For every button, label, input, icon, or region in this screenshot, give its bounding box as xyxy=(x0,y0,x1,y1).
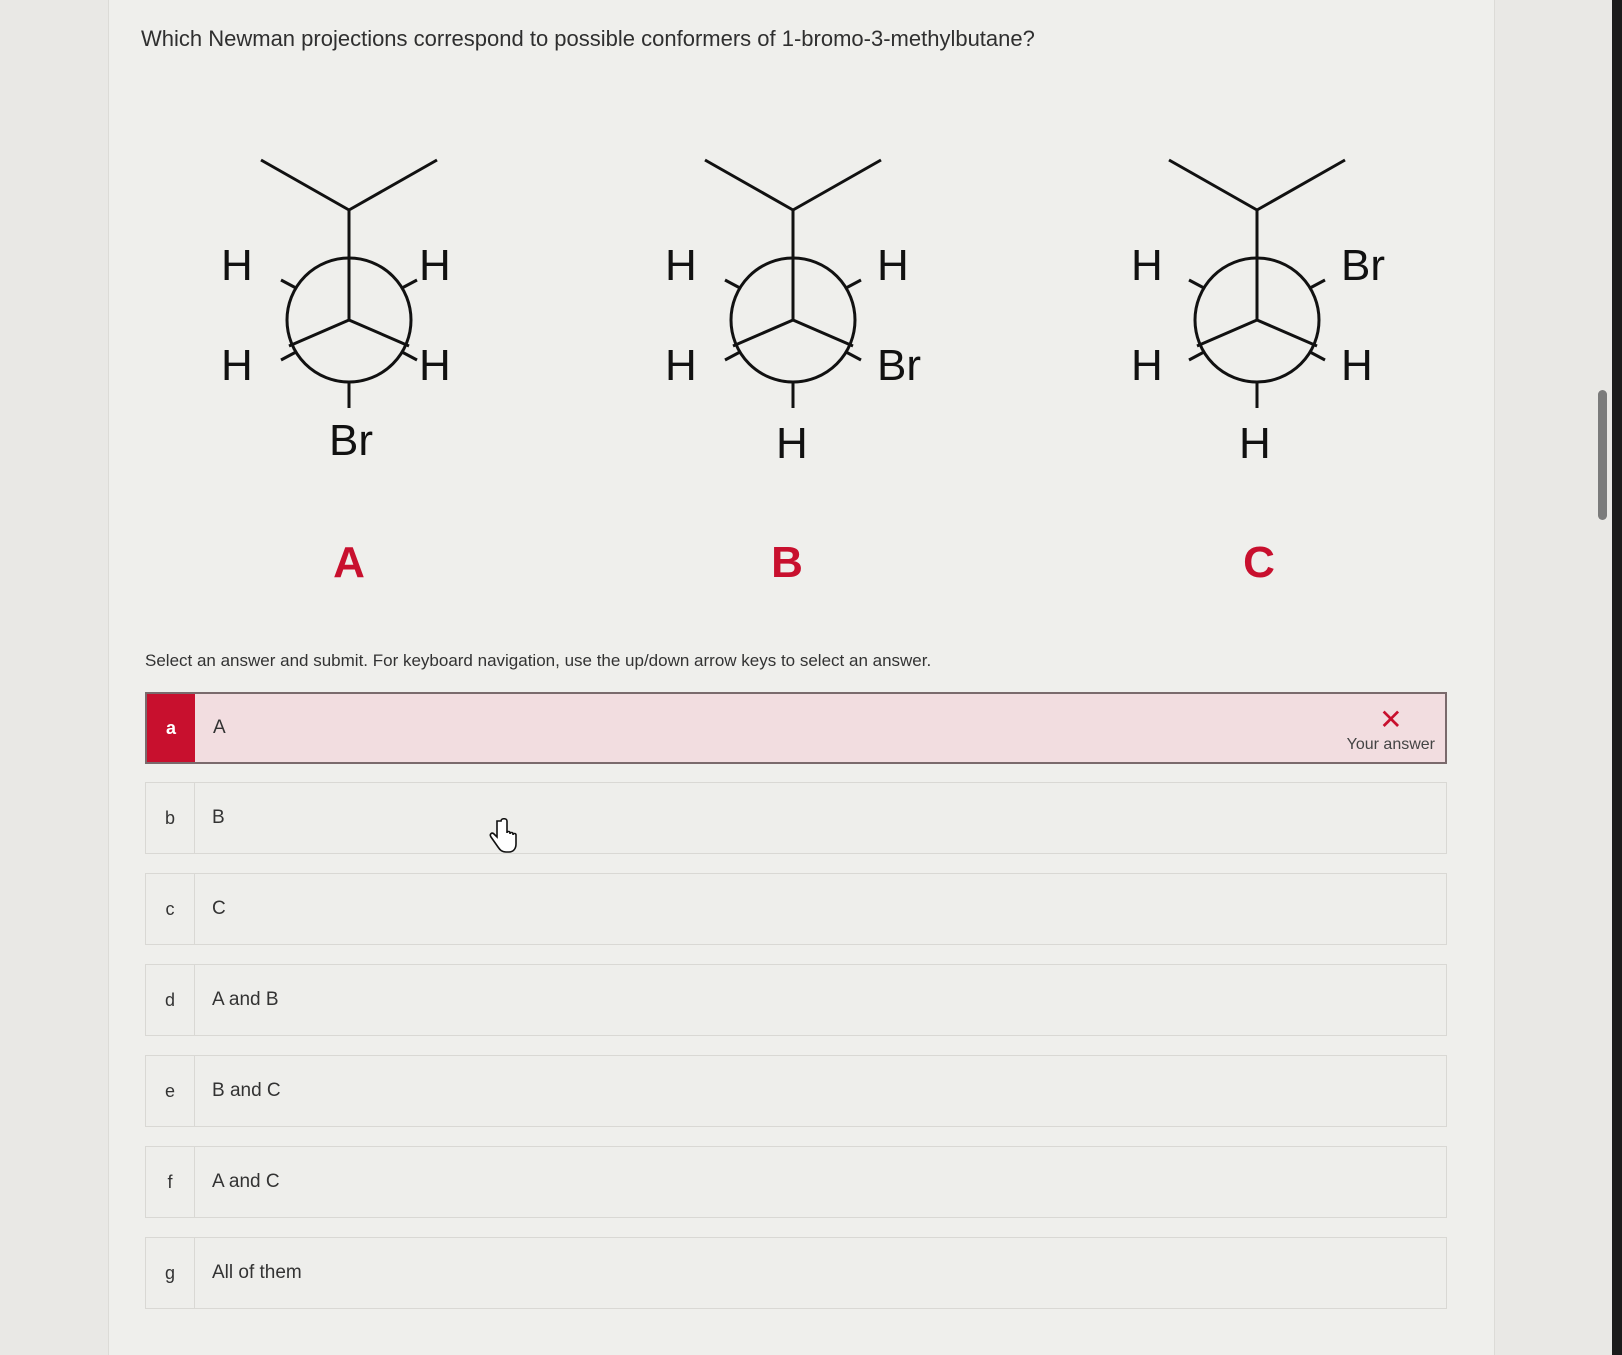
b-bottom-atom: H xyxy=(776,419,808,468)
answer-option-g[interactable] xyxy=(145,1237,1447,1309)
option-letter: c xyxy=(146,874,195,944)
option-label: B and C xyxy=(212,1080,281,1101)
a-upper-right-atom: H xyxy=(419,241,451,290)
a-bottom-atom: Br xyxy=(329,416,373,465)
scrollbar-thumb[interactable] xyxy=(1598,390,1607,520)
window-edge xyxy=(1612,0,1622,1355)
newman-projection-a xyxy=(261,160,437,408)
a-upper-left-atom: H xyxy=(221,241,253,290)
projection-label-a: A xyxy=(333,538,365,587)
answer-option-e[interactable] xyxy=(145,1055,1447,1127)
option-label: All of them xyxy=(212,1262,302,1283)
option-letter: g xyxy=(146,1238,195,1308)
answer-option-b[interactable] xyxy=(145,782,1447,854)
c-upper-right-atom: Br xyxy=(1341,241,1385,290)
option-letter: a xyxy=(147,694,195,762)
option-label: A and C xyxy=(212,1171,280,1192)
c-upper-left-atom: H xyxy=(1131,241,1163,290)
projection-label-b: B xyxy=(771,538,803,587)
c-lower-left-atom: H xyxy=(1131,341,1163,390)
instructions-text: Select an answer and submit. For keyboard navigation, use the up/down arrow keys to select an answer. xyxy=(145,651,932,670)
option-label: A xyxy=(213,717,226,738)
feedback-text: Your answer xyxy=(1346,736,1435,753)
c-lower-right-atom: H xyxy=(1341,341,1373,390)
close-icon: ✕ xyxy=(1379,704,1403,735)
option-label: A and B xyxy=(212,989,279,1010)
question-card xyxy=(108,0,1495,1355)
answer-option-c[interactable] xyxy=(145,873,1447,945)
b-lower-right-atom: Br xyxy=(877,341,921,390)
projection-label-c: C xyxy=(1243,538,1275,587)
newman-projection-b xyxy=(705,160,881,408)
answer-feedback xyxy=(1346,704,1435,754)
b-lower-left-atom: H xyxy=(665,341,697,390)
option-label: B xyxy=(212,807,225,828)
newman-projection-c xyxy=(1169,160,1345,408)
b-upper-right-atom: H xyxy=(877,241,909,290)
newman-projections-figure xyxy=(109,0,1494,640)
option-letter: f xyxy=(146,1147,195,1217)
answer-option-a[interactable] xyxy=(145,692,1447,764)
option-label: C xyxy=(212,898,226,919)
a-lower-left-atom: H xyxy=(221,341,253,390)
answer-option-f[interactable] xyxy=(145,1146,1447,1218)
hand-cursor-icon xyxy=(488,818,518,854)
answer-option-d[interactable] xyxy=(145,964,1447,1036)
option-letter: e xyxy=(146,1056,195,1126)
option-letter: d xyxy=(146,965,195,1035)
a-lower-right-atom: H xyxy=(419,341,451,390)
option-letter: b xyxy=(146,783,195,853)
question-text: Which Newman projections correspond to possible conformers of 1-bromo-3-methylbutane? xyxy=(141,26,1035,51)
b-upper-left-atom: H xyxy=(665,241,697,290)
c-bottom-atom: H xyxy=(1239,419,1271,468)
